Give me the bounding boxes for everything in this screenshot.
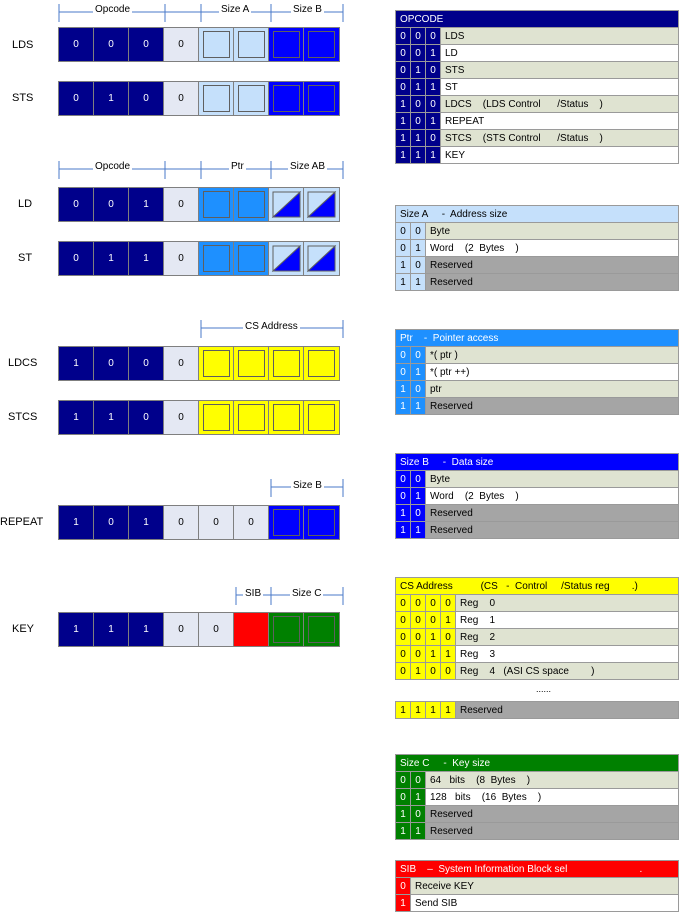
- description-cell: LD: [441, 45, 679, 62]
- bit-cell: 1: [411, 62, 426, 79]
- bit: 0: [199, 506, 234, 539]
- bit-cell: 0: [411, 45, 426, 62]
- sib-table-title: SIB – System Information Block sel .: [396, 861, 679, 878]
- dim-size-a-label: Size A: [221, 4, 250, 15]
- table-row: [396, 96, 679, 113]
- bit-cell: 0: [411, 113, 426, 130]
- bit-size-b: [269, 506, 304, 539]
- description-cell: Reserved: [426, 274, 679, 291]
- bit-cell: 0: [441, 663, 456, 680]
- bit-size-ab: [269, 188, 304, 221]
- dim-size-ab-label: Size AB: [290, 161, 326, 172]
- description-cell: Reg 1: [456, 612, 679, 629]
- bit-cell: 0: [411, 223, 426, 240]
- bit-cell: 1: [411, 274, 426, 291]
- bit-cell: 0: [426, 130, 441, 147]
- bit-cell: 1: [396, 96, 411, 113]
- bit-cell: 1: [426, 79, 441, 96]
- description-cell: Word (2 Bytes ): [426, 488, 679, 505]
- table-row: [396, 471, 679, 488]
- bit: 0: [164, 28, 199, 61]
- bit: 0: [164, 613, 199, 646]
- bit-cell: 0: [426, 96, 441, 113]
- cs-address-table-last: [395, 701, 679, 719]
- description-cell: Send SIB: [411, 895, 679, 912]
- bit: 0: [59, 188, 94, 221]
- bit: 1: [94, 82, 129, 115]
- bit: 1: [129, 242, 164, 275]
- bit-size-ab: [304, 242, 339, 275]
- size-c-table-title: Size C - Key size: [396, 755, 679, 772]
- description-cell: LDS: [441, 28, 679, 45]
- dim-size-b-label: Size B: [293, 480, 322, 491]
- bit-cell: 0: [411, 646, 426, 663]
- table-row: [396, 398, 679, 415]
- description-cell: 128 bits (16 Bytes ): [426, 789, 679, 806]
- bit-size-ab: [304, 188, 339, 221]
- bit-cell: 0: [396, 789, 411, 806]
- size-c-table: [395, 754, 679, 840]
- bit-cell: 1: [396, 505, 411, 522]
- description-cell: Reserved: [426, 823, 679, 840]
- dim-sib-label: SIB: [245, 588, 262, 599]
- bit: 0: [164, 242, 199, 275]
- table-row: [396, 62, 679, 79]
- row-label-ldcs: LDCS: [8, 357, 38, 369]
- bit-cell: 0: [396, 488, 411, 505]
- table-row: [396, 79, 679, 96]
- description-cell: KEY: [441, 147, 679, 164]
- bit-size-b: [269, 82, 304, 115]
- description-cell: Receive KEY: [411, 878, 679, 895]
- bit-size-c: [304, 613, 339, 646]
- table-row: [396, 274, 679, 291]
- bit-cell: 1: [396, 522, 411, 539]
- table-row: [396, 702, 679, 719]
- bit-cs: [269, 401, 304, 434]
- bit-cell: 1: [411, 364, 426, 381]
- bit-cell: 0: [441, 629, 456, 646]
- cs-address-table: [395, 577, 679, 680]
- table-row: [396, 878, 679, 895]
- bitfield-lds: [58, 27, 340, 62]
- dim-size-b-label: Size B: [293, 4, 322, 15]
- row-label-ld: LD: [18, 198, 33, 210]
- table-row: [396, 612, 679, 629]
- dim-opcode-label: Opcode: [95, 4, 131, 15]
- bit-cell: 0: [396, 646, 411, 663]
- bitfield-st: [58, 241, 340, 276]
- bit-ptr: [234, 242, 269, 275]
- description-cell: Reserved: [426, 257, 679, 274]
- bit: 0: [94, 188, 129, 221]
- bit-cell: 1: [396, 147, 411, 164]
- bit-cell: 0: [411, 28, 426, 45]
- description-cell: LDCS (LDS Control /Status ): [441, 96, 679, 113]
- description-cell: Reserved: [426, 806, 679, 823]
- table-row: [396, 381, 679, 398]
- description-cell: Reserved: [426, 522, 679, 539]
- bit-cell: 0: [426, 612, 441, 629]
- bit: 0: [59, 82, 94, 115]
- ptr-table-title: Ptr - Pointer access: [396, 330, 679, 347]
- bit-sib: [234, 613, 269, 646]
- opcode-table: [395, 10, 679, 164]
- bit-cell: 0: [396, 878, 411, 895]
- bit-cell: 0: [426, 663, 441, 680]
- row-label-sts: STS: [12, 92, 34, 104]
- bit-cell: 1: [426, 629, 441, 646]
- table-row: [396, 223, 679, 240]
- bit: 1: [129, 613, 164, 646]
- bit-cell: 1: [411, 147, 426, 164]
- cs-table-ellipsis: ......: [536, 684, 552, 694]
- bit: 0: [234, 506, 269, 539]
- ptr-table: [395, 329, 679, 415]
- row-label-repeat: REPEAT: [0, 516, 44, 528]
- bit-cell: 0: [441, 595, 456, 612]
- bit: 0: [164, 188, 199, 221]
- description-cell: ST: [441, 79, 679, 96]
- bit: 1: [94, 401, 129, 434]
- bit-size-a: [234, 82, 269, 115]
- bit-cell: 0: [396, 28, 411, 45]
- description-cell: Reg 4 (ASI CS space ): [456, 663, 679, 680]
- bitfield-stcs: [58, 400, 340, 435]
- bit-size-a: [199, 82, 234, 115]
- bit-cell: 1: [426, 702, 441, 719]
- table-row: [396, 895, 679, 912]
- bit-cell: 1: [426, 147, 441, 164]
- bit-cell: 0: [396, 347, 411, 364]
- description-cell: ptr: [426, 381, 679, 398]
- bit: 0: [129, 82, 164, 115]
- table-row: [396, 806, 679, 823]
- bit-cell: 1: [411, 823, 426, 840]
- bit-cell: 1: [396, 823, 411, 840]
- table-row: [396, 646, 679, 663]
- row-label-lds: LDS: [12, 39, 34, 51]
- description-cell: Reserved: [426, 398, 679, 415]
- table-row: [396, 45, 679, 62]
- bit-cell: 1: [396, 113, 411, 130]
- bit: 0: [164, 401, 199, 434]
- bit-cell: 1: [396, 806, 411, 823]
- bit-cell: 1: [411, 789, 426, 806]
- bit-cs: [199, 347, 234, 380]
- size-a-table: [395, 205, 679, 291]
- bit-size-ab: [269, 242, 304, 275]
- bit-cell: 1: [396, 257, 411, 274]
- bit-size-b: [304, 82, 339, 115]
- bit-cell: 0: [396, 772, 411, 789]
- bit-cell: 0: [411, 629, 426, 646]
- cs-table-title: CS Address (CS - Control /Status reg .): [396, 578, 679, 595]
- bit-ptr: [199, 188, 234, 221]
- description-cell: Reserved: [426, 505, 679, 522]
- bit: 0: [59, 242, 94, 275]
- bit-cell: 0: [426, 595, 441, 612]
- row-label-key: KEY: [12, 623, 35, 635]
- bit-cell: 1: [411, 79, 426, 96]
- description-cell: Reg 3: [456, 646, 679, 663]
- description-cell: REPEAT: [441, 113, 679, 130]
- bit: 1: [59, 401, 94, 434]
- opcode-table-title: OPCODE: [396, 11, 679, 28]
- bit-cell: 1: [396, 398, 411, 415]
- table-row: [396, 257, 679, 274]
- bit-cell: 0: [411, 381, 426, 398]
- bit: 0: [164, 82, 199, 115]
- bit-cell: 1: [441, 702, 456, 719]
- dim-size-c-label: Size C: [292, 588, 322, 599]
- bit: 0: [129, 28, 164, 61]
- dim-ptr-label: Ptr: [231, 161, 244, 172]
- bit-cell: 1: [396, 130, 411, 147]
- bit-cell: 0: [426, 28, 441, 45]
- bit-ptr: [199, 242, 234, 275]
- table-row: [396, 488, 679, 505]
- size-a-table-title: Size A - Address size: [396, 206, 679, 223]
- bit-cell: 1: [426, 45, 441, 62]
- bit-size-b: [304, 506, 339, 539]
- description-cell: STCS (STS Control /Status ): [441, 130, 679, 147]
- bitfield-ld: [58, 187, 340, 222]
- description-cell: *( ptr ): [426, 347, 679, 364]
- bit: 1: [59, 347, 94, 380]
- bit: 1: [59, 613, 94, 646]
- bit-cell: 1: [411, 663, 426, 680]
- bitfield-ldcs: [58, 346, 340, 381]
- bit-cell: 0: [396, 223, 411, 240]
- bit-cell: 0: [411, 257, 426, 274]
- description-cell: Word (2 Bytes ): [426, 240, 679, 257]
- bit-cell: 0: [411, 772, 426, 789]
- bit-cell: 0: [396, 79, 411, 96]
- bit: 0: [94, 28, 129, 61]
- table-row: [396, 823, 679, 840]
- table-row: [396, 505, 679, 522]
- bit-cell: 1: [411, 398, 426, 415]
- table-row: [396, 789, 679, 806]
- bit-cell: 1: [441, 646, 456, 663]
- bit: 0: [129, 401, 164, 434]
- bit-cell: 1: [396, 274, 411, 291]
- bit: 0: [199, 613, 234, 646]
- bit: 0: [164, 506, 199, 539]
- description-cell: STS: [441, 62, 679, 79]
- bit-cell: 0: [396, 364, 411, 381]
- bit: 0: [129, 347, 164, 380]
- table-row: [396, 629, 679, 646]
- bit-cell: 0: [396, 663, 411, 680]
- table-row: [396, 595, 679, 612]
- bit-cell: 1: [411, 240, 426, 257]
- bit-cell: 0: [411, 612, 426, 629]
- bit: 1: [59, 506, 94, 539]
- bit-cell: 0: [396, 240, 411, 257]
- description-cell: Reg 2: [456, 629, 679, 646]
- bit-cell: 0: [396, 595, 411, 612]
- bit-cs: [304, 347, 339, 380]
- dim-opcode-label: Opcode: [95, 161, 131, 172]
- bit: 0: [94, 506, 129, 539]
- row-label-stcs: STCS: [8, 411, 38, 423]
- bit-cell: 0: [411, 595, 426, 612]
- bit-cell: 1: [396, 702, 411, 719]
- bit-cell: 0: [411, 471, 426, 488]
- bit-cell: 1: [396, 381, 411, 398]
- bitfield-repeat: [58, 505, 340, 540]
- bit-cell: 0: [426, 62, 441, 79]
- table-row: [396, 147, 679, 164]
- table-row: [396, 772, 679, 789]
- table-row: [396, 663, 679, 680]
- description-cell: 64 bits (8 Bytes ): [426, 772, 679, 789]
- bit-cell: 1: [411, 130, 426, 147]
- table-row: [396, 364, 679, 381]
- bit: 0: [59, 28, 94, 61]
- bit-cell: 0: [396, 45, 411, 62]
- bit-ptr: [234, 188, 269, 221]
- size-b-table: [395, 453, 679, 539]
- description-cell: Reg 0: [456, 595, 679, 612]
- bit-cell: 1: [426, 646, 441, 663]
- table-row: [396, 522, 679, 539]
- bit: 1: [94, 242, 129, 275]
- bit-cell: 1: [396, 895, 411, 912]
- description-cell: Reserved: [456, 702, 679, 719]
- description-cell: *( ptr ++): [426, 364, 679, 381]
- bit-cell: 1: [411, 488, 426, 505]
- description-cell: Byte: [426, 471, 679, 488]
- row-label-st: ST: [18, 252, 33, 264]
- bit-cell: 1: [411, 702, 426, 719]
- bitfield-sts: [58, 81, 340, 116]
- bitfield-key: [58, 612, 340, 647]
- bit-cell: 0: [411, 806, 426, 823]
- bit-size-c: [269, 613, 304, 646]
- description-cell: Byte: [426, 223, 679, 240]
- bit: 0: [164, 347, 199, 380]
- bit-cell: 0: [411, 347, 426, 364]
- bit-size-b: [304, 28, 339, 61]
- bit-cell: 1: [411, 522, 426, 539]
- size-b-table-title: Size B - Data size: [396, 454, 679, 471]
- bit-cs: [269, 347, 304, 380]
- bit-cell: 0: [396, 62, 411, 79]
- bit-size-a: [234, 28, 269, 61]
- bit: 1: [129, 506, 164, 539]
- bit: 1: [94, 613, 129, 646]
- bit-cell: 1: [426, 113, 441, 130]
- bit-cell: 1: [441, 612, 456, 629]
- dim-cs-address-label: CS Address: [245, 321, 298, 332]
- bit-cs: [304, 401, 339, 434]
- bit-cs: [199, 401, 234, 434]
- bit-cs: [234, 401, 269, 434]
- sib-table: [395, 860, 679, 912]
- bit-cell: 0: [411, 505, 426, 522]
- bit-cell: 0: [396, 629, 411, 646]
- table-row: [396, 113, 679, 130]
- table-row: [396, 347, 679, 364]
- table-row: [396, 240, 679, 257]
- bit: 1: [129, 188, 164, 221]
- bit-size-a: [199, 28, 234, 61]
- bit: 0: [94, 347, 129, 380]
- bit-cell: 0: [411, 96, 426, 113]
- bit-cell: 0: [396, 471, 411, 488]
- bit-cell: 0: [396, 612, 411, 629]
- table-row: [396, 130, 679, 147]
- bit-cs: [234, 347, 269, 380]
- bit-size-b: [269, 28, 304, 61]
- table-row: [396, 28, 679, 45]
